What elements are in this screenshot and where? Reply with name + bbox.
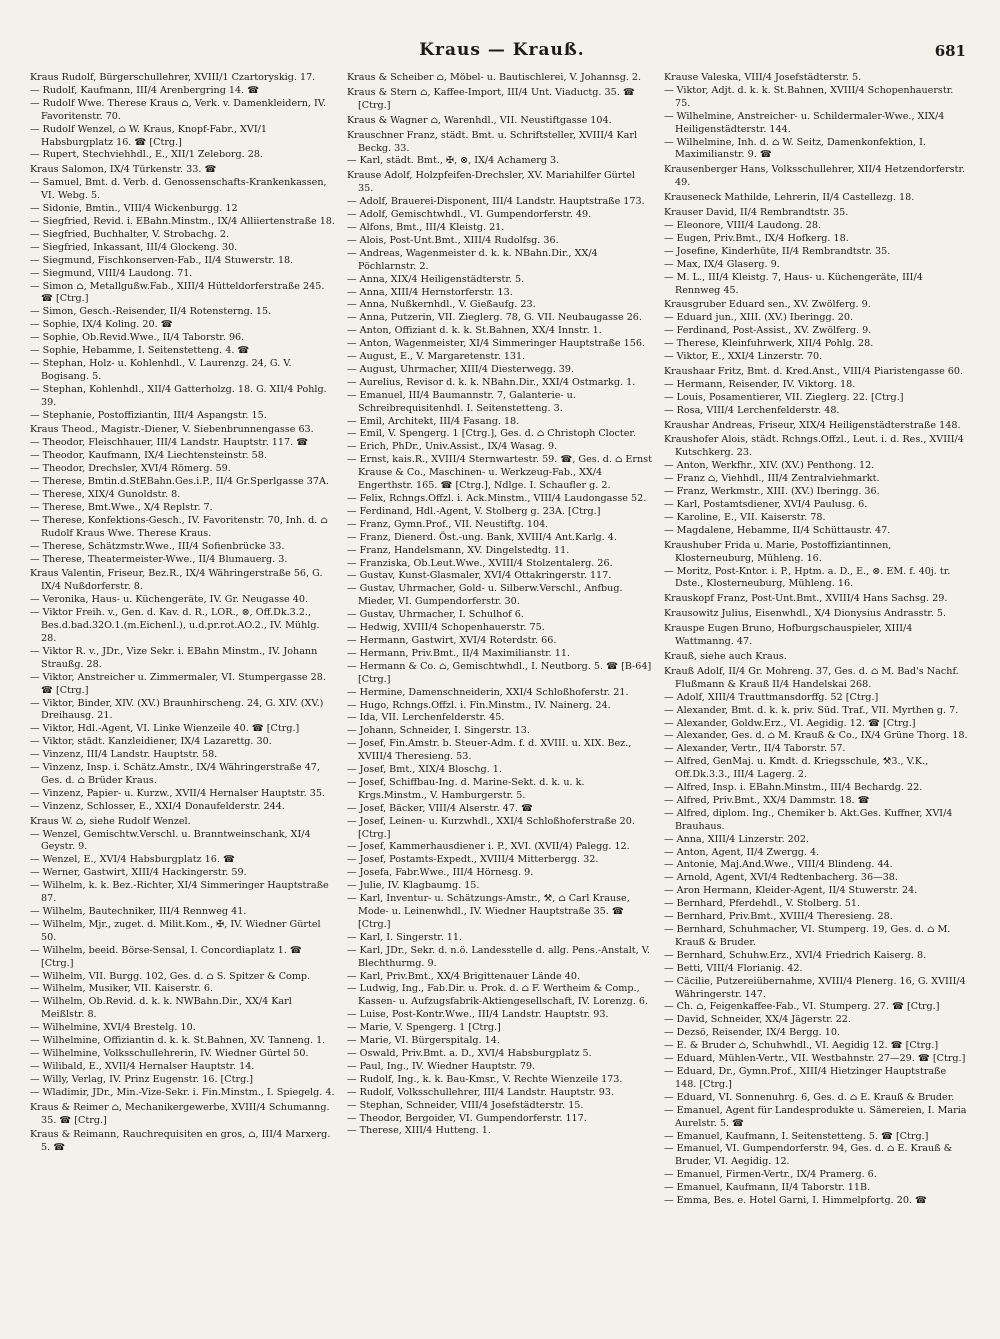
directory-entry: — Josef, Bmt., XIX/4 Bloschg. 1. [347, 764, 502, 776]
directory-entry: — Aurelius, Revisor d. k. k. NBahn.Dir., XXI/4 Ostmarkg. 1. [347, 376, 636, 388]
directory-entry: — Marie, V. Spengerg. 1 [Ctrg.] [347, 1022, 501, 1034]
directory-entry: — Samuel, Bmt. d. Verb. d. Genossenschafts-Krankenkassen, VI. Webg. 5. [30, 177, 327, 202]
directory-entry: — Rudolf Wenzel, ⌂ W. Kraus, Knopf-Fabr., XVI/1 Habsburgplatz 16. ☎ [Ctrg.] [30, 123, 267, 148]
directory-entry: — Josef, Schiffbau-Ing. d. Marine-Sekt. d. k. u. k. Krgs.Minstm., V. Hamburgerstr. 5. [347, 776, 585, 801]
directory-entry: — Bernhard, Schuhmacher, VI. Stumperg. 19, Ges. d. ⌂ M. Krauß & Bruder. [664, 924, 951, 948]
directory-entry: — Josef, Leinen- u. Kurzwhdl., XXI/4 Schloßhoferstraße 20. [Ctrg.] [347, 815, 635, 840]
directory-entry: — Betti, VIII/4 Florianig. 42. [664, 962, 803, 974]
directory-entry: — Stephan, Kohlenhdl., XII/4 Gatterholzg. 18. G. XII/4 Pohlg. 39. [30, 383, 327, 408]
directory-entry: — Louis, Posamentierer, VII. Zieglerg. 22. [Ctrg.] [664, 391, 904, 403]
directory-heading-entry: Kraus Salomon, IX/4 Türkenstr. 33. ☎ [30, 164, 217, 176]
directory-entry: — Rudolf, Volksschullehrer, III/4 Landstr. Hauptstr. 93. [347, 1086, 615, 1098]
directory-entry: — Alfons, Bmt., III/4 Kleistg. 21. [347, 221, 505, 233]
directory-entry: — Franz ⌂, Viehhdl., III/4 Zentralviehmarkt. [664, 473, 880, 485]
directory-entry: — Karl, Priv.Bmt., XX/4 Brigittenauer Lände 40. [347, 970, 581, 982]
directory-entry: — Veronika, Haus- u. Küchengeräte, IV. Gr. Neugasse 40. [30, 594, 309, 606]
directory-entry: — Franziska, Ob.Leut.Wwe., XVIII/4 Stolzentalerg. 26. [347, 557, 613, 569]
directory-entry: — Theodor, Bergoider, VI. Gumpendorferstr. 117. [347, 1112, 587, 1124]
directory-entry: — Cäcilie, Putzereiübernahme, XVIII/4 Plenerg. 16, G. XVIII/4 Währingerstr. 147. [664, 975, 966, 1000]
directory-entry: — Emanuel, Firmen-Vertr., IX/4 Pramerg. 6. [664, 1169, 877, 1181]
directory-entry: — Eleonore, VIII/4 Laudong. 28. [664, 219, 822, 231]
directory-entry: — Anton, Werkfhr., XIV. (XV.) Penthong. 12. [664, 460, 875, 472]
directory-entry: — Adolf, XIII/4 Trauttmansdorffg. 52 [Ctrg.] [664, 691, 879, 703]
column-1 [30, 70, 335, 1330]
directory-entry: — Anna, Putzerin, VII. Zieglerg. 78, G. VII. Neubaugasse 26. [347, 312, 642, 324]
directory-entry: — Rosa, VIII/4 Lerchenfelderstr. 48. [664, 404, 840, 416]
directory-heading-entry: Kraus & Scheiber ⌂, Möbel- u. Bautischlerei, V. Johannsg. 2. [347, 72, 642, 83]
directory-heading-entry: Kraushaar Fritz, Bmt. d. Kred.Anst., VIII/4 Piaristengasse 60. [664, 365, 964, 377]
directory-entry: — Hermann & Co. ⌂, Gemischtwhdl., I. Neutborg. 5. ☎ [B-64] [Ctrg.] [347, 660, 652, 685]
directory-entry: — Siegfried, Inkassant, III/4 Glockeng. 30. [30, 241, 238, 253]
directory-heading-entry: Kraus Rudolf, Bürgerschullehrer, XVIII/1 Czartoryskig. 17. [30, 72, 316, 83]
directory-entry: — Wilhelm, Ob.Revid. d. k. k. NWBahn.Dir., XX/4 Karl Meißlstr. 8. [30, 996, 292, 1021]
directory-entry: — Wilhelm, beeid. Börse-Sensal, I. Concordiaplatz 1. ☎ [Ctrg.] [30, 944, 302, 969]
directory-entry: — Viktor Freih. v., Gen. d. Kav. d. R., LOR., ⊗, Off.Dk.3.2., Bes.d.bad.32O.1.(m.Eichenl.), u.d.pr.rot.AO.2., IV. Mühlg. 28. [30, 607, 320, 644]
directory-entry: — Wilibald, E., XVII/4 Hernalser Hauptstr. 14. [30, 1060, 255, 1072]
directory-entry: — Rudolf Wwe. Therese Kraus ⌂, Verk. v. Damenkleidern, IV. Favoritenstr. 70. [30, 97, 327, 122]
directory-entry: — Eugen, Priv.Bmt., IX/4 Hofkerg. 18. [664, 232, 849, 244]
directory-entry: — Emil, Architekt, III/4 Fasang. 18. [347, 415, 520, 427]
directory-entry: — Erich, PhDr., Univ.Assist., IX/4 Wasag. 9. [347, 441, 558, 453]
directory-entry: — Alexander, Bmt. d. k. k. priv. Süd. Traf., VII. Myrthen g. 7. [664, 704, 959, 716]
directory-entry: — Marie, VI. Bürgerspitalg. 14. [347, 1035, 500, 1047]
directory-heading-entry: Kraus & Wagner ⌂, Warenhdl., VII. Neustiftgasse 104. [347, 114, 612, 126]
directory-entry: — Josefine, Kinderhüte, II/4 Rembrandtstr. 35. [664, 245, 891, 257]
directory-heading-entry: Kraus Valentin, Friseur, Bez.R., IX/4 Währingerstraße 56, G. IX/4 Nußdorferstr. 8. [30, 568, 323, 593]
directory-entry: — Moritz, Post-Kntor. i. P., Hptm. a. D., E., ⊗. EM. f. 40j. tr. Dste., Klosterneuburg, Mühleng. 16. [664, 565, 951, 590]
column-2 [347, 70, 652, 1330]
directory-entry: — Alois, Post-Unt.Bmt., XIII/4 Rudolfsg. 36. [347, 234, 559, 246]
directory-entry: — Ida, VII. Lerchenfelderstr. 45. [347, 712, 505, 724]
directory-entry: — Werner, Gastwirt, XIII/4 Hackingerstr. 59. [30, 867, 247, 879]
directory-entry: — Hedwig, XVIII/4 Schopenhauerstr. 75. [347, 622, 545, 634]
directory-entry: — Alexander, Ges. d. ⌂ M. Krauß & Co., IX/4 Grüne Thorg. 18. [664, 730, 968, 742]
directory-entry: — Alfred, GenMaj. u. Kmdt. d. Kriegsschule, ⚒3., V.K., Off.Dk.3.3., III/4 Lagerg. 2. [664, 756, 929, 781]
directory-entry: — Gustav, Uhrmacher, Gold- u. Silberw.Verschl., Anfbug. Mieder, VI. Gumpendorferstr. 30. [347, 583, 623, 608]
directory-entry: — Ch. ⌂, Feigenkaffee-Fab., VI. Stumperg. 27. ☎ [Ctrg.] [664, 1001, 940, 1013]
directory-heading-entry: Krauskopf Franz, Post-Unt.Bmt., XVIII/4 Hans Sachsg. 29. [664, 593, 948, 605]
directory-entry: — Vinzenz, III/4 Landstr. Hauptstr. 58. [30, 749, 218, 761]
directory-entry: — Franz, Handelsmann, XV. Dingelstedtg. 11. [347, 544, 570, 556]
directory-entry: — Bernhard, Schuhw.Erz., XVI/4 Friedrich Kaiserg. 8. [664, 949, 927, 961]
directory-heading-entry: Krause Valeska, VIII/4 Josefstädterstr. 5. [664, 72, 862, 83]
directory-entry: — Willy, Verlag, IV. Prinz Eugenstr. 16. [Ctrg.] [30, 1073, 254, 1085]
directory-entry: — Eduard jun., XIII. (XV.) Iberingg. 20. [664, 312, 853, 324]
directory-heading-entry: Krausenberger Hans, Volksschullehrer, XII/4 Hetzendorferstr. 49. [664, 164, 966, 189]
directory-entry: — Anna, XIII/4 Linzerstr. 202. [664, 833, 810, 845]
column-3 [664, 70, 969, 1330]
directory-entry: — Wilhelmine, Offiziantin d. k. k. St.Bahnen, XV. Tanneng. 1. [30, 1035, 326, 1047]
directory-entry: — Ferdinand, Post-Assist., XV. Zwölferg. 9. [664, 325, 872, 337]
directory-entry: — Gustav, Uhrmacher, I. Schulhof 6. [347, 609, 524, 621]
directory-entry: — Alfred, Insp. i. EBahn.Minstm., III/4 Bechardg. 22. [664, 782, 923, 794]
directory-entry: — Viktor, E., XXI/4 Linzerstr. 70. [664, 351, 823, 363]
directory-entry: — Therese, XIII/4 Hutteng. 1. [347, 1125, 491, 1137]
directory-entry: — August, E., V. Margaretenstr. 131. [347, 351, 526, 363]
directory-entry: — Eduard, Mühlen-Vertr., VII. Westbahnstr. 27—29. ☎ [Ctrg.] [664, 1053, 966, 1065]
page-number: 681 [934, 42, 966, 60]
directory-entry: — Hermine, Damenschneiderin, XXI/4 Schloßhoferstr. 21. [347, 686, 629, 698]
directory-entry: — Stephanie, Postoffiziantin, III/4 Aspangstr. 15. [30, 409, 267, 421]
directory-entry: — Karl, Postamtsdiener, XVI/4 Paulusg. 6. [664, 499, 868, 510]
directory-heading-entry: Kraushofer Alois, städt. Rchngs.Offzl., Leut. i. d. Res., XVIII/4 Kutschkerg. 23. [664, 434, 964, 459]
directory-entry: — Emanuel, III/4 Baumannstr. 7, Galanterie- u. Schreibrequisitenhdl. I. Seitenstetteng. 3. [347, 389, 576, 414]
directory-entry: — Bernhard, Pferdehdl., V. Stolberg. 51. [664, 898, 861, 910]
directory-heading-entry: Kraus W. ⌂, siehe Rudolf Wenzel. [30, 815, 191, 827]
directory-heading-entry: Krauseneck Mathilde, Lehrerin, II/4 Castellezg. 18. [664, 192, 915, 204]
directory-entry: — Viktor, Adjt. d. k. k. St.Bahnen, XVIII/4 Schopenhauerstr. 75. [664, 84, 954, 109]
directory-entry: — Eduard, VI. Sonnenuhrg. 6, Ges. d. ⌂ E. Krauß & Bruder. [664, 1091, 955, 1103]
directory-entry: — Josefa, Fabr.Wwe., III/4 Hörnesg. 9. [347, 867, 534, 879]
directory-entry: — Vinzenz, Schlosser, E., XXI/4 Donaufelderstr. 244. [30, 800, 285, 812]
directory-entry: — Franz, Gymn.Prof., VII. Neustiftg. 104. [347, 518, 549, 530]
directory-entry: — Hermann, Priv.Bmt., II/4 Maximilianstr. 11. [347, 647, 570, 659]
directory-heading-entry: Kraus & Reimann, Rauchrequisiten en gros, ⌂, III/4 Marxerg. 5. ☎ [30, 1129, 331, 1154]
directory-entry: — Emil, V. Spengerg. 1 [Ctrg.], Ges. d. ⌂ Christoph Clocter. [347, 428, 637, 440]
directory-entry: — Wilhelm, Bautechniker, III/4 Rennweg 41. [30, 906, 247, 917]
directory-entry: — Arnold, Agent, XVI/4 Redtenbacherg. 36—38. [664, 872, 898, 884]
directory-entry: — Adolf, Brauerei-Disponent, III/4 Landstr. Hauptstraße 173. [347, 196, 645, 208]
directory-entry: — Therese, Bmt.Wwe., X/4 Replstr. 7. [30, 501, 213, 513]
directory-entry: — Therese, Konfektions-Gesch., IV. Favoritenstr. 70, Inh. d. ⌂ Rudolf Kraus Wwe. Therese Kraus. [30, 514, 328, 539]
directory-entry: — Hermann, Gastwirt, XVI/4 Roterdstr. 66. [347, 634, 557, 646]
directory-entry: — Antonie, Maj.And.Wwe., VIII/4 Blindeng. 44. [664, 859, 893, 871]
directory-heading-entry: Krauspe Eugen Bruno, Hofburgschauspieler, XIII/4 Wattmanng. 47. [664, 623, 913, 648]
directory-entry: — Sophie, IX/4 Koling. 20. ☎ [30, 319, 173, 331]
directory-heading-entry: Krausowitz Julius, Eisenwhdl., X/4 Dionysius Andrasstr. 5. [664, 608, 947, 620]
directory-entry: — Viktor R. v., JDr., Vize Sekr. i. EBahn Minstm., IV. Johann Straußg. 28. [30, 645, 318, 670]
directory-entry: — Wilhelm, Mjr., zuget. d. Milit.Kom., ✠, IV. Wiedner Gürtel 50. [30, 918, 321, 943]
directory-entry: — Alexander, Goldw.Erz., VI. Aegidig. 12. ☎ [Ctrg.] [664, 717, 916, 729]
directory-entry: — Therese, Bmtin.d.StEBahn.Ges.i.P., II/4 Gr.Sperlgasse 37A. [30, 476, 329, 488]
directory-entry: — David, Schneider, XX/4 Jägerstr. 22. [664, 1014, 851, 1026]
directory-entry: — Therese, Theatermeister-Wwe., II/4 Blumauerg. 3. [30, 553, 288, 565]
directory-entry: — Karl, städt. Bmt., ✠, ⊗, IX/4 Achamerg 3. [347, 155, 560, 167]
directory-entry: — Emanuel, VI. Gumpendorferstr. 94, Ges. d. ⌂ E. Krauß & Bruder, VI. Aegidig. 12. [664, 1143, 953, 1168]
directory-entry: — Siegfried, Revid. i. EBahn.Minstm., IX/4 Alliiertenstraße 18. [30, 215, 335, 227]
directory-entry: — Theodor, Drechsler, XVI/4 Römerg. 59. [30, 463, 231, 475]
directory-heading-entry: Krausgruber Eduard sen., XV. Zwölferg. 9. [664, 299, 871, 311]
directory-entry: — Therese, XIX/4 Gunoldstr. 8. [30, 489, 181, 500]
directory-entry: — Karl, JDr., Sekr. d. n.ö. Landesstelle d. allg. Pens.-Anstalt, V. Blechthurmg. 9. [347, 944, 651, 969]
directory-entry: — Aron Hermann, Kleider-Agent, II/4 Stuwerstr. 24. [664, 885, 918, 897]
directory-entry: — Sophie, Ob.Revid.Wwe., II/4 Taborstr. 96. [30, 332, 245, 344]
directory-entry: — Anna, Nußkernhdl., V. Gießaufg. 23. [347, 299, 536, 311]
directory-heading-entry: Kraushuber Frida u. Marie, Postoffiziantinnen, Klosterneuburg, Mühleng. 16. [664, 539, 892, 564]
directory-entry: — Wilhelm, VII. Burgg. 102, Ges. d. ⌂ S. Spitzer & Comp. [30, 970, 311, 982]
directory-entry: — Paul, Ing., IV. Wiedner Hauptstr. 79. [347, 1060, 536, 1072]
directory-entry: — Anton, Offiziant d. k. k. St.Bahnen, XX/4 Innstr. 1. [347, 325, 602, 337]
directory-entry: — Ferdinand, Hdl.-Agent, V. Stolberg g. 23A. [Ctrg.] [347, 505, 601, 517]
directory-entry: — Wilhelmine, Anstreicher- u. Schildermaler-Wwe., XIX/4 Heiligenstädterstr. 144. [664, 110, 945, 135]
directory-entry: — Therese, Schätzmstr.Wwe., III/4 Sofienbrücke 33. [30, 540, 285, 552]
directory-entry: — Karoline, E., VII. Kaiserstr. 78. [664, 511, 826, 523]
directory-entry: — Siegmund, Fischkonserven-Fab., II/4 Stuwerstr. 18. [30, 254, 294, 266]
directory-entry: — Anna, XIII/4 Hernstorferstr. 13. [347, 286, 513, 298]
directory-entry: — Emanuel, Kaufmann, I. Seitenstetteng. 5. ☎ [Ctrg.] [664, 1130, 929, 1142]
directory-entry: — Josef, Bäcker, VIII/4 Alserstr. 47. ☎ [347, 802, 533, 814]
directory-entry: — Karl, I. Singerstr. 11. [347, 931, 463, 943]
directory-entry: — Stephan, Holz- u. Kohlenhdl., V. Laurenzg. 24, G. V. Bogisang. 5. [30, 357, 292, 382]
directory-entry: — Gustav, Kunst-Glasmaler, XVI/4 Ottakringerstr. 117. [347, 570, 612, 582]
directory-entry: — Simon ⌂, Metallgußw.Fab., XIII/4 Hütteldorferstraße 245. ☎ [Ctrg.] [30, 280, 325, 305]
directory-entry: — E. & Bruder ⌂, Schuhwhdl., VI. Aegidig 12. ☎ [Ctrg.] [664, 1040, 939, 1052]
directory-entry: — Emanuel, Agent für Landesprodukte u. Sämereien, I. Maria Aurelstr. 5. ☎ [664, 1104, 967, 1129]
directory-heading-entry: Kraus Theod., Magistr.-Diener, V. Siebenbrunnengasse 63. [30, 424, 314, 436]
directory-entry: — Franz, Werkmstr., XIII. (XV.) Iberingg. 36. [664, 486, 880, 498]
directory-entry: — Vinzenz, Insp. i. Schätz.Amstr., IX/4 Währingerstraße 47, Ges. d. ⌂ Brüder Kraus. [30, 762, 320, 786]
directory-heading-entry: Krauser David, II/4 Rembrandtstr. 35. [664, 207, 849, 219]
directory-entry: — Emma, Bes. e. Hotel Garni, I. Himmelpfortg. 20. ☎ [664, 1195, 927, 1207]
directory-entry: — Josef, Kammerhausdiener i. P., XVI. (XVII/4) Palegg. 12. [347, 841, 630, 853]
directory-entry: — Max, IX/4 Glaserg. 9. [664, 258, 780, 270]
directory-heading-entry: Kraushar Andreas, Friseur, XIX/4 Heiligenstädterstraße 148. [664, 419, 961, 431]
directory-entry: — Stephan, Schneider, VIII/4 Josefstädterstr. 15. [347, 1099, 584, 1111]
directory-entry: — Theodor, Kaufmann, IX/4 Liechtensteinstr. 58. [30, 450, 267, 462]
directory-entry: — Sophie, Hebamme, I. Seitenstetteng. 4. ☎ [30, 345, 250, 357]
directory-entry: — Adolf, Gemischtwhdl., VI. Gumpendorferstr. 49. [347, 209, 592, 221]
directory-entry: — Theodor, Fleischhauer, III/4 Landstr. Hauptstr. 117. ☎ [30, 437, 309, 449]
directory-heading-entry: Kraus & Stern ⌂, Kaffee-Import, III/4 Unt. Viaductg. 35. ☎ [Ctrg.] [347, 86, 635, 111]
directory-entry: — Ernst, kais.R., XVIII/4 Sternwartestr. 59. ☎, Ges. d. ⌂ Ernst Krause & Co., Maschinen- u. Werkzeug-Fab., XX/4 Engerthstr. 165. ☎ [Ctrg.], Ndlge. I. Schaufler g. 2. [347, 454, 652, 492]
directory-entry: — Wilhelmine, XVI/4 Brestelg. 10. [30, 1022, 196, 1034]
directory-entry: — Eduard, Dr., Gymn.Prof., XIII/4 Hietzinger Hauptstraße 148. [Ctrg.] [664, 1065, 947, 1090]
directory-entry: — Alexander, Vertr., II/4 Taborstr. 57. [664, 743, 846, 755]
directory-entry: — Hugo, Rchngs.Offzl. i. Fin.Minstm., IV. Nainerg. 24. [347, 699, 611, 711]
directory-entry: — Felix, Rchngs.Offzl. i. Ack.Minstm., VIII/4 Laudongasse 52. [347, 493, 647, 504]
directory-entry: — Wenzel, E., XVI/4 Habsburgplatz 16. ☎ [30, 854, 235, 866]
directory-entry: — Josef, Fin.Amstr. b. Steuer-Adm. f. d. XVIII. u. XIX. Bez., XVIII/4 Theresieng. 53. [347, 738, 632, 763]
directory-entry: — Andreas, Wagenmeister d. k. k. NBahn.Dir., XX/4 Pöchlarnstr. 2. [347, 247, 598, 272]
directory-entry: — Wilhelmine, Inh. d. ⌂ W. Seitz, Damenkonfektion, I. Maximilianstr. 9. ☎ [664, 136, 926, 161]
directory-entry: — Sidonie, Bmtin., VIII/4 Wickenburgg. 12 [30, 203, 238, 215]
directory-entry: — M. L., III/4 Kleistg. 7, Haus- u. Küchengeräte, III/4 Rennweg 45. [664, 271, 923, 296]
directory-entry: — Franz, Dienerd. Öst.-ung. Bank, XVIII/4 Ant.Karlg. 4. [347, 531, 617, 543]
directory-entry: — Oswald, Priv.Bmt. a. D., XVI/4 Habsburgplatz 5. [347, 1047, 592, 1059]
directory-entry: — Bernhard, Priv.Bmt., XVIII/4 Theresieng. 28. [664, 911, 893, 923]
directory-entry: — Viktor, Binder, XIV. (XV.) Braunhirscheng. 24, G. XIV. (XV.) Dreihausg. 21. [30, 697, 324, 722]
directory-entry: — Anna, XIX/4 Heiligenstädterstr. 5. [347, 273, 525, 285]
directory-entry: — Dezsö, Reisender, IX/4 Bergg. 10. [664, 1027, 841, 1039]
directory-entry: — Karl, Inventur- u. Schätzungs-Amstr., ⚒, ⌂ Carl Krause, Mode- u. Leinenwhdl., IV. Wiedner Hauptstraße 35. ☎ [Ctrg.] [347, 893, 630, 930]
directory-entry: — Viktor, städt. Kanzleidiener, IX/4 Lazarettg. 30. [30, 736, 272, 748]
directory-entry: — Wladimir, JDr., Min.-Vize-Sekr. i. Fin.Minstm., I. Spiegelg. 4. [30, 1086, 335, 1098]
directory-entry: — August, Uhrmacher, XIII/4 Diesterwegg. 39. [347, 363, 575, 375]
directory-entry: — Rudolf, Kaufmann, III/4 Arenbergring 14. ☎ [30, 84, 260, 96]
directory-entry: — Josef, Postamts-Expedt., XVIII/4 Mitterbergg. 32. [347, 854, 599, 866]
directory-entry: — Anton, Agent, II/4 Zwergg. 4. [664, 846, 820, 858]
directory-entry: — Siegfried, Buchhalter, V. Strobachg. 2. [30, 228, 230, 240]
directory-entry: — Wilhelmine, Volksschullehrerin, IV. Wiedner Gürtel 50. [30, 1047, 309, 1059]
directory-entry: — Alfred, Priv.Bmt., XX/4 Dammstr. 18. ☎ [664, 794, 870, 806]
directory-heading-entry: Krauß Adolf, II/4 Gr. Mohreng. 37, Ges. d. ⌂ M. Bad's Nachf. Flußmann & Krauß II/4 Handelskai 268. [664, 665, 959, 690]
directory-entry: — Anton, Wagenmeister, XI/4 Simmeringer Hauptstraße 156. [347, 338, 645, 350]
running-title: Kraus — Krauß. [419, 40, 585, 60]
directory-heading-entry: Krauß, siehe auch Kraus. [664, 650, 787, 662]
directory-entry: — Rudolf, Ing., k. k. Bau-Kmsr., V. Rechte Wienzeile 173. [347, 1073, 623, 1085]
directory-entry: — Simon, Gesch.-Reisender, II/4 Rotensterng. 15. [30, 306, 272, 318]
directory-entry: — Wenzel, Gemischtw.Verschl. u. Branntweinschank, XI/4 Geystr. 9. [30, 828, 311, 853]
directory-entry: — Viktor, Hdl.-Agent, VI. Linke Wienzeile 40. ☎ [Ctrg.] [30, 723, 300, 735]
directory-entry: — Viktor, Anstreicher u. Zimmermaler, VI. Stumpergasse 28. ☎ [Ctrg.] [30, 671, 326, 696]
directory-heading-entry: Krauschner Franz, städt. Bmt. u. Schriftsteller, XVIII/4 Karl Beckg. 33. [347, 129, 638, 154]
directory-entry: — Johann, Schneider, I. Singerstr. 13. [347, 725, 530, 737]
directory-heading-entry: Krause Adolf, Holzpfeifen-Drechsler, XV. Mariahilfer Gürtel 35. [347, 170, 635, 195]
directory-entry: — Emanuel, Kaufmann, II/4 Taborstr. 11B. [664, 1182, 871, 1194]
directory-entry: — Rupert, Stechviehhdl., E., XII/1 Zeleborg. 28. [30, 149, 263, 161]
directory-entry: — Therese, Kleinfuhrwerk, XII/4 Pohlg. 28. [664, 338, 874, 350]
page-header [30, 40, 974, 66]
directory-entry: — Alfred, diplom. Ing., Chemiker b. Akt.Ges. Kuffner, XVI/4 Brauhaus. [664, 807, 953, 832]
directory-entry: — Luise, Post-Kontr.Wwe., III/4 Landstr. Hauptstr. 93. [347, 1009, 609, 1021]
directory-entry: — Wilhelm, k. k. Bez.-Richter, XI/4 Simmeringer Hauptstraße 87. [30, 880, 329, 905]
directory-entry: — Vinzenz, Papier- u. Kurzw., XVII/4 Hernalser Hauptstr. 35. [30, 787, 325, 799]
directory-entry: — Wilhelm, Musiker, VII. Kaiserstr. 6. [30, 983, 214, 995]
directory-heading-entry: Kraus & Reimer ⌂, Mechanikergewerbe, XVIII/4 Schumanng. 35. ☎ [Ctrg.] [30, 1101, 330, 1126]
directory-entry: — Ludwig, Ing., Fab.Dir. u. Prok. d. ⌂ F. Wertheim & Comp., Kassen- u. Aufzugsfabrik-Aktiengesellschaft, IV. Lorenzg. 6. [347, 983, 649, 1008]
columns [30, 70, 974, 1330]
directory-entry: — Hermann, Reisender, IV. Viktorg. 18. [664, 378, 856, 390]
directory-entry: — Magdalene, Hebamme, II/4 Schüttaustr. 47. [664, 524, 891, 536]
directory-entry: — Siegmund, VIII/4 Laudong. 71. [30, 267, 193, 279]
directory-entry: — Julie, IV. Klagbaumg. 15. [347, 880, 480, 892]
